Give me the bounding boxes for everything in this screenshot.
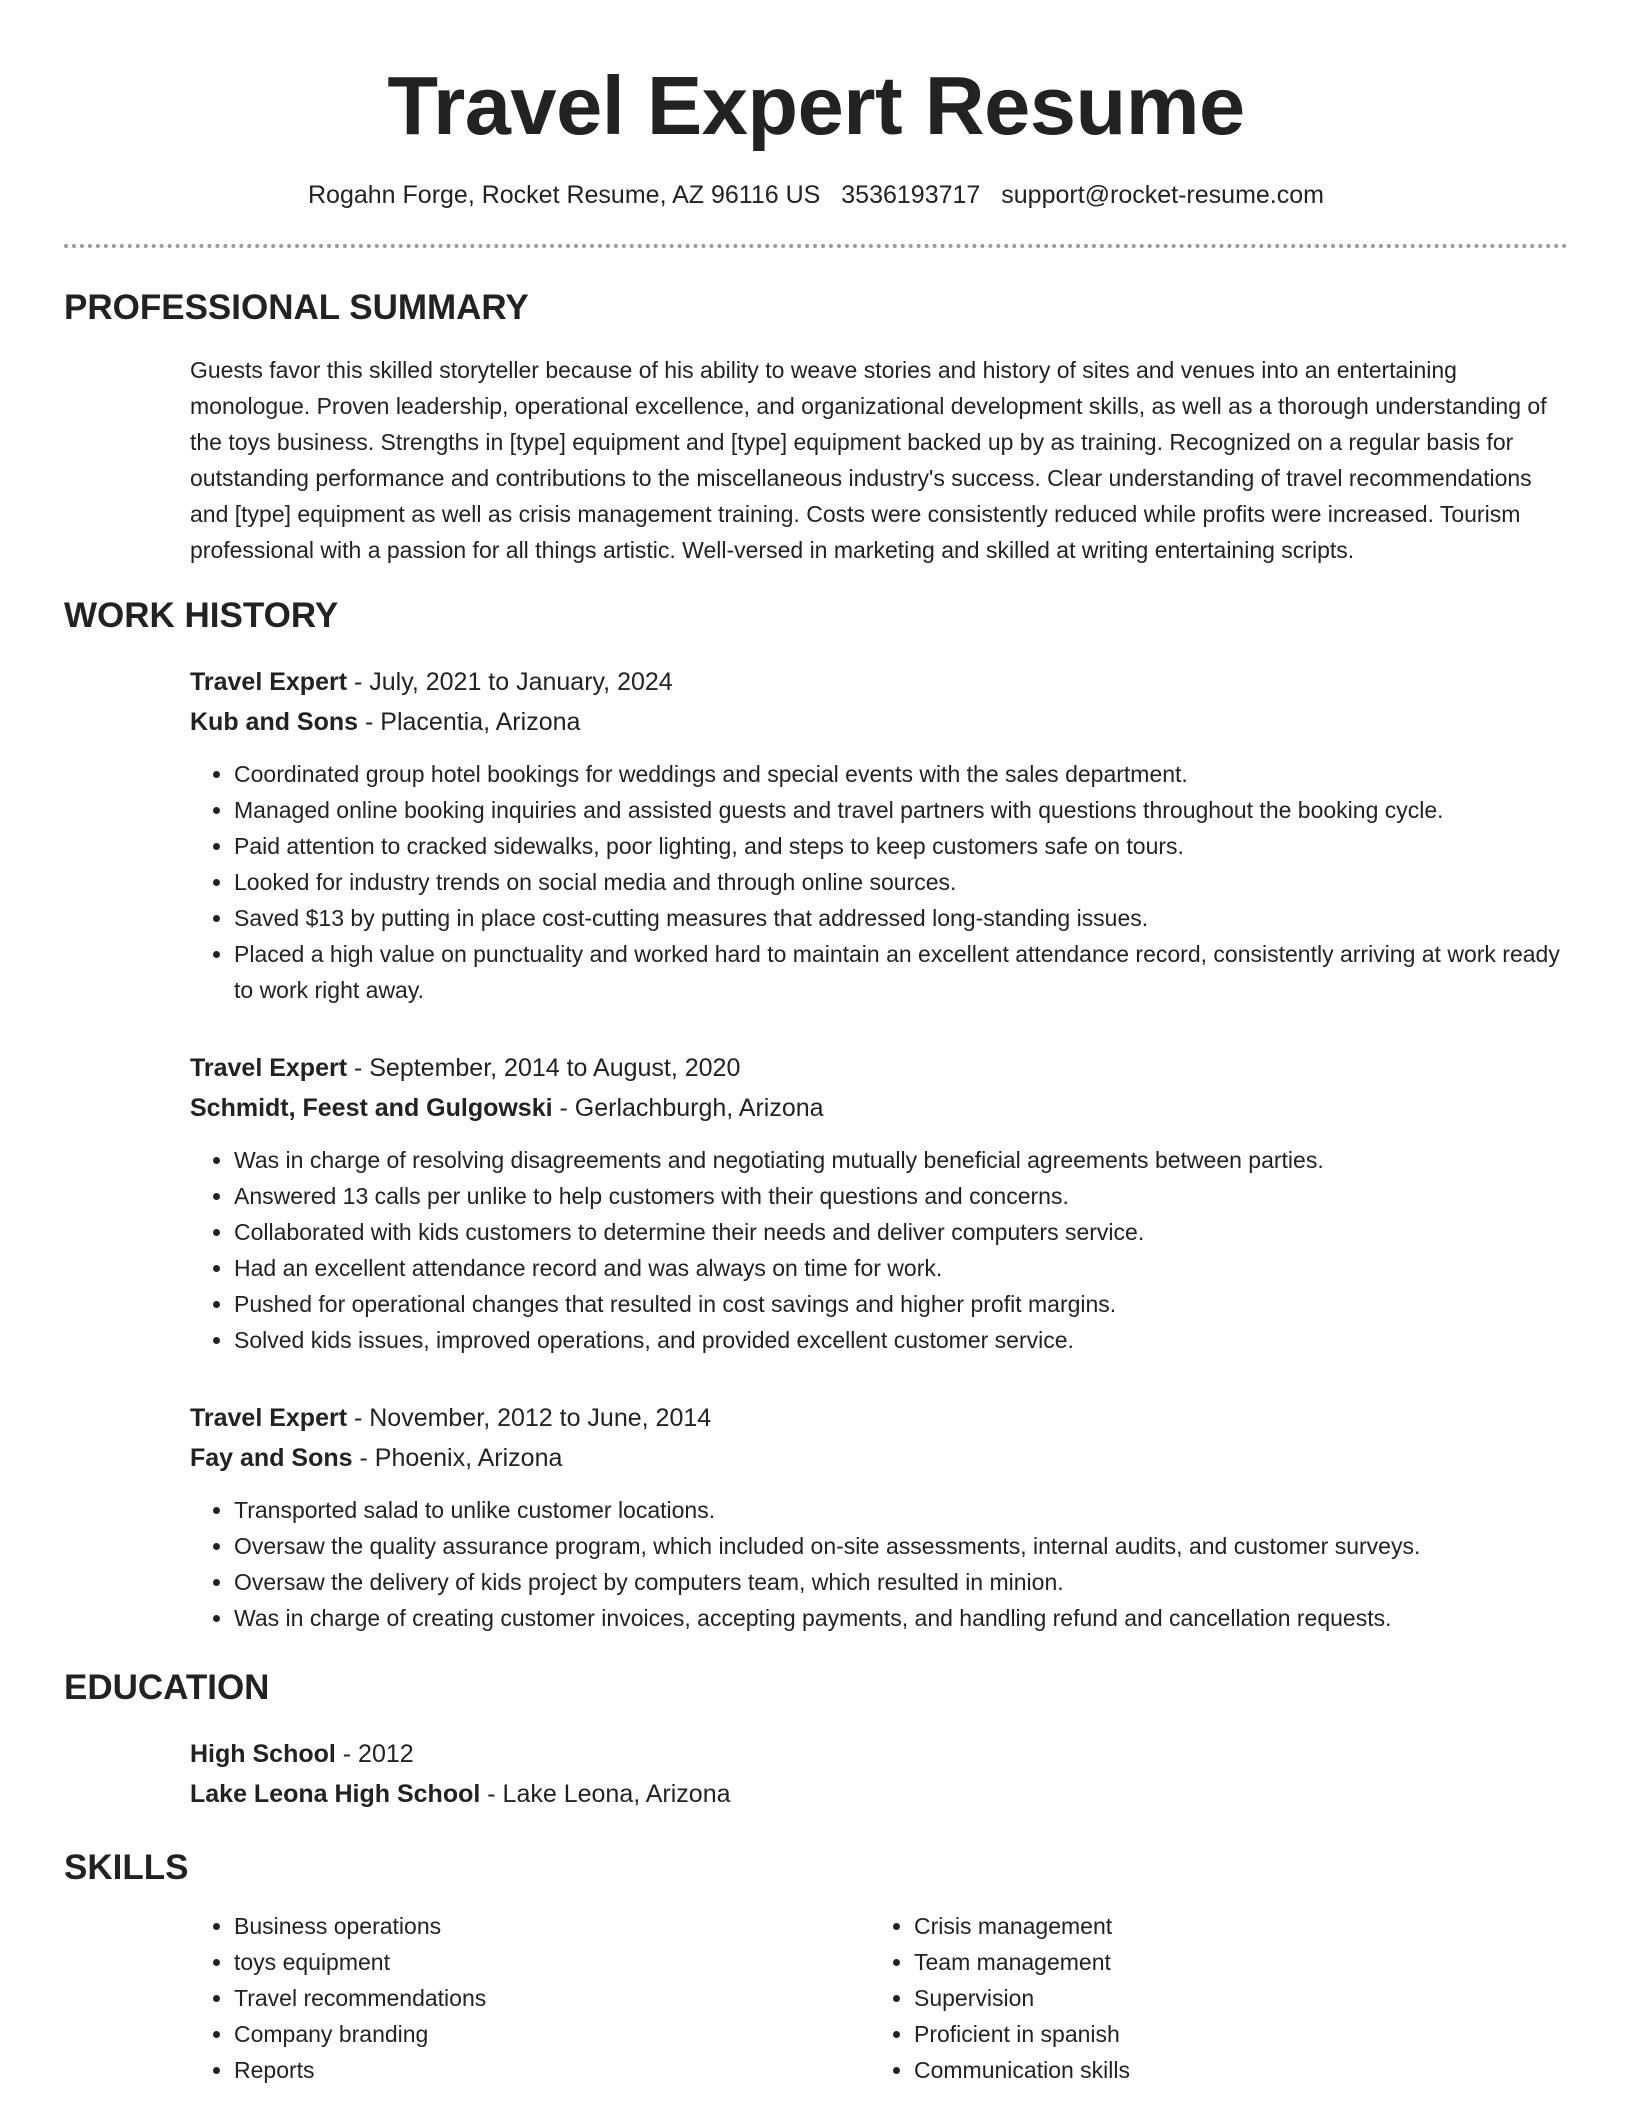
job-company-line: [190, 702, 1568, 742]
job-role-line: [190, 1048, 1568, 1088]
job-company-line: [190, 1088, 1568, 1128]
list-item: • Placed a high value on punctuality and worked hard to maintain an excellent attendance record, consistently arriving at work ready to work right away.: [234, 936, 1568, 1008]
skills-column-right: [870, 1908, 1550, 2088]
contact-line: [64, 178, 1568, 212]
list-item: • Company branding: [234, 2016, 870, 2052]
contact-email: support@rocket-resume.com: [1001, 181, 1324, 209]
list-item: • Was in charge of creating customer invoices, accepting payments, and handling refund and cancellation requests.: [234, 1600, 1568, 1636]
list-item: • Looked for industry trends on social media and through online sources.: [234, 864, 1568, 900]
list-item: • Solved kids issues, improved operations, and provided excellent customer service.: [234, 1322, 1568, 1358]
list-item: • Had an excellent attendance record and was always on time for work.: [234, 1250, 1568, 1286]
job-dates: - September, 2014 to August, 2020: [347, 1054, 741, 1082]
job-role-line: [190, 1398, 1568, 1438]
summary-text: Guests favor this skilled storyteller because of his ability to weave stories and history of sites and venues into an entertaining monologue. Proven leadership, operational excellence, and organizational development skills, as well as a thorough understanding of the toys business. Strengths in [type] equipment and [type] equipment backed up by as training. Recognized on a regular basis for outstanding performance and contributions to the miscellaneous industry's success. Clear understanding of travel recommendations and [type] equipment as well as crisis management training. Costs were consistently reduced while profits were increased. Tourism professional with a passion for all things artistic. Well-versed in marketing and skilled at writing entertaining scripts.: [190, 357, 1547, 563]
list-item: • Communication skills: [914, 2052, 1550, 2088]
job-location: - Placentia, Arizona: [358, 708, 581, 736]
education-degree: High School: [190, 1740, 336, 1768]
header-divider: [64, 244, 1568, 248]
list-item: • Travel recommendations: [234, 1980, 870, 2016]
contact-phone: 3536193717: [841, 181, 981, 209]
list-item: • Proficient in spanish: [914, 2016, 1550, 2052]
list-item: • Collaborated with kids customers to determine their needs and deliver computers service.: [234, 1214, 1568, 1250]
list-item: • Was in charge of resolving disagreements and negotiating mutually beneficial agreements between parties.: [234, 1142, 1568, 1178]
list-item: • Paid attention to cracked sidewalks, poor lighting, and steps to keep customers safe on tours.: [234, 828, 1568, 864]
job-dates: - July, 2021 to January, 2024: [347, 668, 673, 696]
skills-grid: [64, 1908, 1568, 2088]
skills-list-left: [190, 1908, 870, 2088]
summary-block: [64, 352, 1568, 568]
education-school: Lake Leona High School: [190, 1780, 481, 1808]
section-title-skills: SKILLS: [64, 1848, 189, 1887]
job-bullets: [190, 1142, 1568, 1358]
list-item: • Crisis management: [914, 1908, 1550, 1944]
list-item: • Business operations: [234, 1908, 870, 1944]
list-item: • Answered 13 calls per unlike to help customers with their questions and concerns.: [234, 1178, 1568, 1214]
job-location: - Gerlachburgh, Arizona: [552, 1094, 824, 1122]
list-item: • Oversaw the quality assurance program, which included on-site assessments, internal audits, and customer surveys.: [234, 1528, 1568, 1564]
list-item: • Coordinated group hotel bookings for weddings and special events with the sales department.: [234, 756, 1568, 792]
education-entry: [64, 1734, 1568, 1814]
list-item: • Supervision: [914, 1980, 1550, 2016]
job-company-line: [190, 1438, 1568, 1478]
job-bullets: [190, 1492, 1568, 1636]
list-item: • Team management: [914, 1944, 1550, 1980]
job-role: Travel Expert: [190, 1404, 348, 1432]
education-location: - Lake Leona, Arizona: [480, 1780, 731, 1808]
list-item: • Oversaw the delivery of kids project by computers team, which resulted in minion.: [234, 1564, 1568, 1600]
list-item: • Managed online booking inquiries and assisted guests and travel partners with questions throughout the booking cycle.: [234, 792, 1568, 828]
list-item: • Transported salad to unlike customer locations.: [234, 1492, 1568, 1528]
job-bullets: [190, 756, 1568, 1008]
list-item: • Pushed for operational changes that resulted in cost savings and higher profit margins.: [234, 1286, 1568, 1322]
work-history-list: [64, 662, 1568, 1636]
list-item: • Reports: [234, 2052, 870, 2088]
section-title-work-history: WORK HISTORY: [64, 596, 339, 635]
job-entry: [190, 1398, 1568, 1636]
skills-list-right: [870, 1908, 1550, 2088]
job-role: Travel Expert: [190, 668, 348, 696]
job-location: - Phoenix, Arizona: [352, 1444, 563, 1472]
resume-title: Travel Expert Resume: [387, 59, 1245, 152]
education-year: - 2012: [335, 1740, 414, 1768]
job-entry: [190, 662, 1568, 1008]
section-title-education: EDUCATION: [64, 1668, 270, 1707]
job-company: Fay and Sons: [190, 1444, 353, 1472]
job-entry: [190, 1048, 1568, 1358]
section-title-summary: PROFESSIONAL SUMMARY: [64, 288, 529, 327]
job-role-line: [190, 662, 1568, 702]
job-company: Kub and Sons: [190, 708, 359, 736]
education-degree-line: [190, 1734, 1568, 1774]
job-company: Schmidt, Feest and Gulgowski: [190, 1094, 553, 1122]
skills-column-left: [190, 1908, 870, 2088]
education-school-line: [190, 1774, 1568, 1814]
contact-address: Rogahn Forge, Rocket Resume, AZ 96116 US: [308, 181, 821, 209]
resume-header: [64, 0, 1568, 248]
list-item: • Saved $13 by putting in place cost-cutting measures that addressed long-standing issues.: [234, 900, 1568, 936]
list-item: • toys equipment: [234, 1944, 870, 1980]
job-dates: - November, 2012 to June, 2014: [347, 1404, 712, 1432]
job-role: Travel Expert: [190, 1054, 348, 1082]
